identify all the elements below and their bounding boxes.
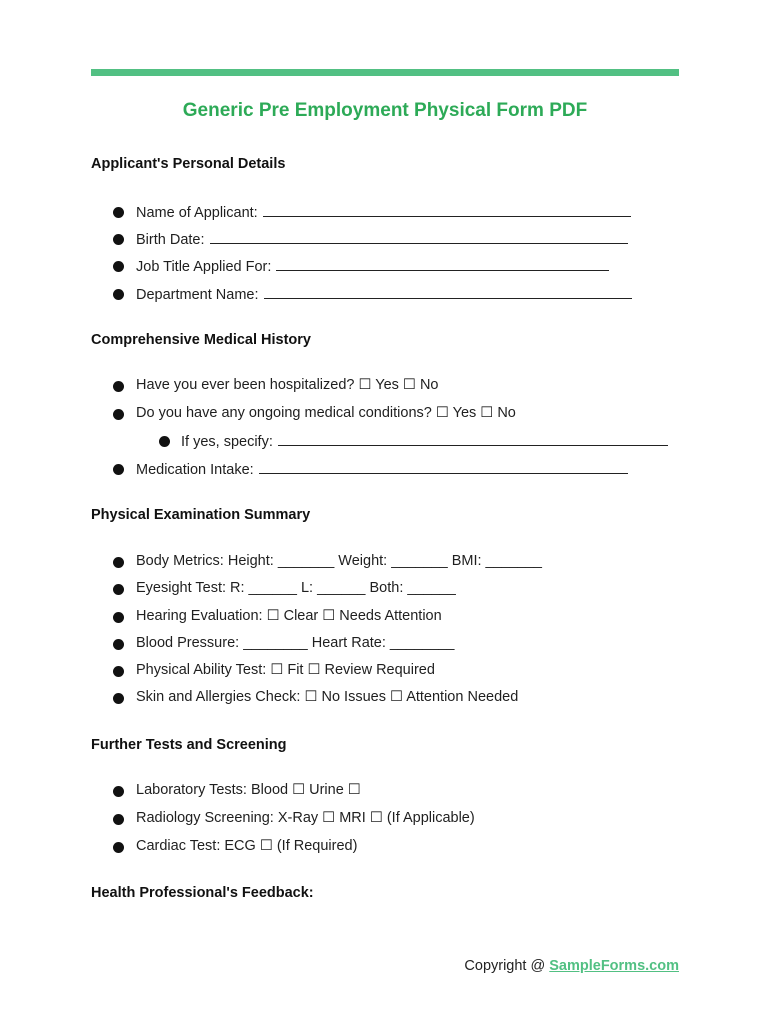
list-item <box>136 459 628 477</box>
list-item: Skin and Allergies Check: ☐ No Issues ☐ Attention Needed <box>136 689 519 705</box>
bullet-icon <box>113 234 124 245</box>
page-title: Generic Pre Employment Physical Form PDF <box>182 100 588 121</box>
field-label-medication: Medication Intake: <box>136 462 254 478</box>
bullet-icon <box>113 464 124 475</box>
field-label-job-title: Job Title Applied For: <box>136 259 272 275</box>
list-item: Laboratory Tests: Blood ☐ Urine ☐ <box>136 782 361 798</box>
list-item: Cardiac Test: ECG ☐ (If Required) <box>136 838 358 854</box>
footer-copyright <box>464 958 679 974</box>
list-item <box>136 202 631 220</box>
section-heading-medical: Comprehensive Medical History <box>91 332 311 348</box>
bullet-icon <box>113 261 124 272</box>
field-label-specify: If yes, specify: <box>181 434 273 450</box>
bullet-icon <box>113 557 124 568</box>
footer-prefix: Copyright @ <box>464 958 550 974</box>
birth-date-line[interactable] <box>210 229 628 244</box>
bullet-icon <box>113 639 124 650</box>
list-item: Blood Pressure: ________ Heart Rate: ________ <box>136 635 455 651</box>
section-heading-personal: Applicant's Personal Details <box>91 156 286 172</box>
field-label-department: Department Name: <box>136 287 259 303</box>
list-item <box>136 284 632 302</box>
medication-line[interactable] <box>259 459 628 474</box>
footer-brand-link[interactable]: SampleForms.com <box>549 958 679 974</box>
specify-line[interactable] <box>278 431 668 446</box>
list-item: Hearing Evaluation: ☐ Clear ☐ Needs Attention <box>136 608 442 624</box>
section-heading-feedback: Health Professional's Feedback: <box>91 885 314 901</box>
field-label-name: Name of Applicant: <box>136 205 258 221</box>
bullet-icon <box>113 612 124 623</box>
list-item <box>181 431 668 449</box>
list-item <box>136 229 628 247</box>
list-item: Physical Ability Test: ☐ Fit ☐ Review Required <box>136 662 435 678</box>
bullet-icon <box>113 584 124 595</box>
bullet-icon <box>113 666 124 677</box>
field-label-birth-date: Birth Date: <box>136 232 205 248</box>
list-item: Eyesight Test: R: ______ L: ______ Both: ______ <box>136 580 456 596</box>
bullet-icon <box>113 786 124 797</box>
top-accent-bar <box>91 69 679 76</box>
department-line[interactable] <box>264 284 632 299</box>
list-item: Body Metrics: Height: _______ Weight: _______ BMI: _______ <box>136 553 542 569</box>
bullet-icon <box>113 289 124 300</box>
job-title-line[interactable] <box>276 256 609 271</box>
bullet-icon <box>113 381 124 392</box>
bullet-icon <box>113 842 124 853</box>
bullet-icon <box>113 693 124 704</box>
bullet-icon <box>113 409 124 420</box>
bullet-icon <box>113 207 124 218</box>
bullet-icon <box>159 436 170 447</box>
list-item <box>136 256 609 274</box>
list-item: Radiology Screening: X-Ray ☐ MRI ☐ (If Applicable) <box>136 810 475 826</box>
section-heading-tests: Further Tests and Screening <box>91 737 287 753</box>
applicant-name-line[interactable] <box>263 202 631 217</box>
list-item: Have you ever been hospitalized? ☐ Yes ☐ No <box>136 377 439 393</box>
bullet-icon <box>113 814 124 825</box>
section-heading-exam: Physical Examination Summary <box>91 507 311 523</box>
list-item: Do you have any ongoing medical conditions? ☐ Yes ☐ No <box>136 405 516 421</box>
